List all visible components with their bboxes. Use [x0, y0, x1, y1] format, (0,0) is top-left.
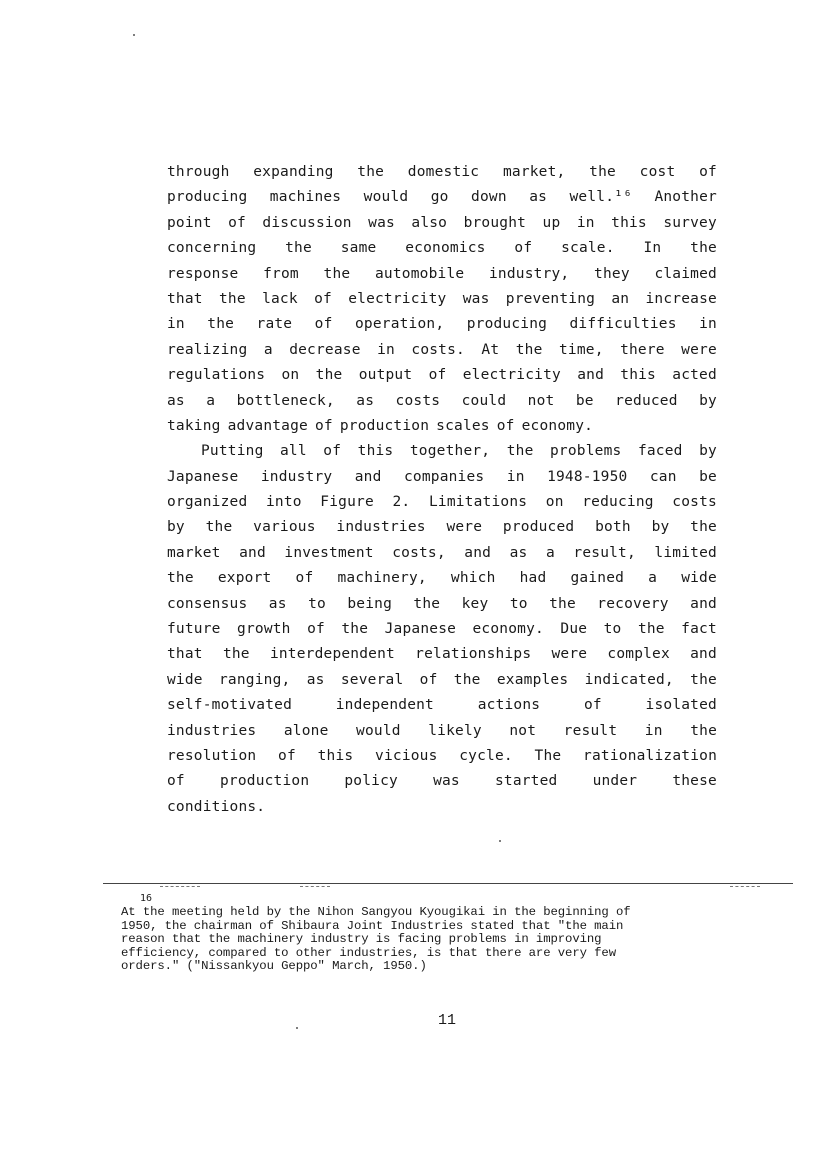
word: Japanese	[384, 621, 457, 638]
scan-speck	[499, 840, 501, 842]
text-line	[167, 389, 717, 414]
word: and	[577, 367, 604, 384]
text-line	[167, 160, 717, 185]
word: a	[545, 544, 555, 561]
word: as	[529, 189, 548, 206]
word: machinery,	[337, 570, 427, 587]
word: reducing	[582, 494, 654, 511]
word: investment	[284, 544, 374, 561]
word: costs	[672, 494, 717, 511]
word: the	[219, 290, 246, 307]
word: of	[583, 697, 602, 714]
word: would	[356, 722, 401, 739]
word: of	[167, 773, 185, 790]
word: problems	[550, 443, 622, 460]
word: on	[281, 367, 300, 384]
word: this	[611, 214, 647, 231]
text-line	[167, 211, 717, 236]
word: were	[681, 341, 717, 358]
word: various	[253, 519, 316, 536]
word: the	[357, 164, 385, 180]
text-line	[167, 541, 717, 566]
word: of	[314, 417, 333, 434]
word: was	[368, 214, 395, 231]
word: of	[314, 316, 333, 333]
text-line	[167, 439, 717, 464]
word: the	[453, 671, 481, 688]
word: through	[167, 164, 230, 180]
word: both	[595, 519, 631, 536]
footnote-line: At the meeting held by the Nihon Sangyou Kyougikai in the beginning of	[121, 905, 631, 919]
word: be	[699, 468, 717, 485]
word: cycle.	[459, 747, 513, 764]
word: they	[594, 265, 630, 282]
word: Limitations	[428, 494, 528, 511]
word: export	[217, 570, 272, 587]
word: Another	[654, 189, 717, 206]
word: faced	[637, 443, 683, 460]
word: of	[228, 214, 246, 231]
word: were	[551, 646, 588, 663]
word: machines	[269, 189, 342, 206]
text-line	[167, 185, 717, 210]
word: wide	[167, 671, 203, 688]
word: the	[315, 367, 343, 384]
word: costs	[395, 392, 441, 409]
word: the	[413, 595, 441, 612]
word: the	[341, 621, 369, 638]
word: In	[643, 240, 662, 257]
word: survey	[663, 214, 717, 231]
text-line	[167, 465, 717, 490]
word: of	[314, 290, 332, 307]
word: same	[340, 240, 377, 257]
page-number: 11	[438, 1012, 457, 1029]
word: alone	[283, 722, 329, 739]
word: actions	[477, 697, 541, 714]
word: several	[340, 671, 404, 688]
word: key	[461, 595, 489, 612]
word: acted	[672, 367, 717, 384]
word: as	[509, 544, 528, 561]
word: produced	[502, 519, 575, 536]
word: the	[690, 240, 717, 257]
word: complex	[607, 646, 670, 663]
word: was	[462, 290, 490, 307]
word: and	[239, 544, 266, 561]
scan-speck	[133, 34, 135, 36]
word: in	[506, 468, 525, 485]
word: by	[167, 519, 185, 536]
word: up	[542, 214, 561, 231]
word: the	[207, 316, 235, 333]
word: expanding	[253, 164, 334, 180]
word: of	[295, 570, 314, 587]
text-line	[167, 490, 717, 515]
word: advantage	[227, 417, 308, 434]
word: Due	[560, 621, 588, 638]
word: and	[354, 468, 382, 485]
word: self-motivated	[167, 697, 293, 714]
word: The	[534, 747, 562, 764]
word: together,	[409, 443, 491, 460]
text-line	[167, 744, 717, 769]
word: and	[464, 544, 492, 561]
word: bottleneck,	[236, 392, 335, 409]
word: consensus	[167, 595, 248, 612]
word: the	[637, 621, 665, 638]
word: that	[167, 646, 203, 663]
word: as	[306, 671, 325, 688]
word: electricity	[348, 290, 447, 307]
word: costs.	[411, 341, 465, 358]
word: would	[363, 189, 409, 206]
word: scale.	[561, 240, 615, 257]
word: the	[285, 240, 312, 257]
word: and	[690, 595, 717, 612]
text-line	[167, 617, 717, 642]
word: in	[377, 341, 395, 358]
word: the	[205, 519, 233, 536]
word: of	[278, 747, 296, 764]
word: as	[167, 392, 185, 409]
word: claimed	[654, 265, 717, 282]
word: on	[545, 494, 564, 511]
text-line	[167, 515, 717, 540]
word: costs,	[392, 544, 446, 561]
word: go	[430, 189, 449, 206]
word: of	[323, 443, 342, 460]
word: scales	[436, 417, 490, 434]
word: electricity	[462, 367, 561, 384]
word: these	[672, 773, 717, 790]
word: concerning	[167, 240, 257, 257]
word: policy	[344, 773, 398, 790]
word: could	[461, 392, 507, 409]
word: to	[509, 595, 528, 612]
word: not	[527, 392, 555, 409]
word: the	[549, 595, 576, 612]
word: operation,	[354, 316, 445, 333]
text-line	[167, 769, 717, 794]
footnote-separator-artifact	[730, 886, 760, 887]
word: under	[592, 773, 638, 790]
word: isolated	[645, 697, 717, 714]
word: gained	[570, 570, 625, 587]
word: the	[690, 722, 717, 739]
word: in	[576, 214, 595, 231]
word: rationalization	[583, 747, 717, 764]
word: in	[644, 722, 663, 739]
word: that	[167, 290, 203, 307]
word: in	[699, 316, 717, 333]
word: in	[167, 316, 185, 333]
word: production	[219, 773, 310, 790]
word: ranging,	[219, 671, 291, 688]
word: industry	[260, 468, 333, 485]
word: the	[222, 646, 250, 663]
footnote-line: 1950, the chairman of Shibaura Joint Industries stated that "the main	[121, 918, 624, 933]
word: growth	[237, 621, 291, 638]
word: of	[496, 417, 515, 434]
word: being	[347, 595, 392, 612]
text-line	[167, 338, 717, 363]
word: realizing	[167, 341, 248, 358]
word: market,	[502, 164, 566, 180]
text-line	[167, 795, 717, 820]
word: production	[339, 417, 430, 434]
word: of	[699, 164, 717, 180]
word: a	[263, 341, 273, 358]
word: time,	[558, 341, 604, 358]
text-line	[167, 363, 717, 388]
word: recovery	[597, 595, 669, 612]
word: indicated,	[584, 671, 674, 688]
word: the	[167, 570, 194, 587]
word: output	[358, 367, 413, 384]
word: relationships	[415, 646, 532, 663]
word: of	[514, 240, 533, 257]
word: taking	[167, 417, 221, 434]
word: economy.	[521, 417, 594, 434]
word: brought	[463, 214, 527, 231]
footnote-marker: 16	[140, 893, 153, 904]
word: down	[471, 189, 507, 206]
footnote-separator	[103, 883, 793, 884]
word: was	[433, 773, 460, 790]
word: future	[167, 621, 221, 638]
footnote-line: reason that the machinery industry is facing problems in improving	[121, 932, 602, 947]
word: likely	[428, 722, 482, 739]
word: economy.	[472, 621, 544, 638]
footnote	[121, 906, 721, 974]
text-line	[167, 236, 717, 261]
word: as	[356, 392, 375, 409]
word: by	[651, 519, 670, 536]
word: examples	[496, 671, 569, 688]
word: by	[699, 392, 717, 409]
word: the	[589, 164, 616, 180]
word: as	[268, 595, 287, 612]
word: of	[419, 671, 438, 688]
word: producing	[167, 189, 248, 206]
word: Japanese	[167, 468, 239, 485]
word: lack	[262, 290, 298, 307]
word: automobile	[375, 265, 465, 282]
word: companies	[403, 468, 485, 485]
word: industries	[336, 519, 426, 536]
footnote-separator-artifact	[300, 886, 330, 887]
word: reduced	[615, 392, 678, 409]
word: the	[515, 341, 543, 358]
word: Putting	[201, 443, 264, 460]
word: regulations	[167, 367, 266, 384]
word: from	[263, 265, 299, 282]
word: domestic	[407, 164, 480, 180]
word: market	[167, 544, 221, 561]
word: there	[620, 341, 665, 358]
word: into	[265, 494, 302, 511]
word: to	[603, 621, 622, 638]
word: a	[206, 392, 216, 409]
word: increase	[645, 290, 717, 307]
footnote-line: orders." ("Nissankyou Geppo" March, 1950.)	[121, 959, 427, 974]
word: a	[648, 570, 658, 587]
word: vicious	[375, 747, 438, 764]
word: to	[308, 595, 326, 612]
word: interdependent	[269, 646, 395, 663]
word: decrease	[289, 341, 361, 358]
word: cost	[639, 164, 676, 180]
word: the	[323, 265, 351, 282]
word: fact	[681, 621, 717, 638]
text-line	[167, 414, 717, 439]
word: industry,	[488, 265, 570, 282]
word: producing	[466, 316, 548, 333]
word: be	[575, 392, 594, 409]
word: discussion	[262, 214, 352, 231]
text-line	[167, 287, 717, 312]
text-line	[167, 592, 717, 617]
word: 1948-1950	[547, 468, 628, 485]
word: At	[481, 341, 500, 358]
word: of	[307, 621, 325, 638]
word: started	[494, 773, 558, 790]
word: an	[611, 290, 630, 307]
text-line	[167, 642, 717, 667]
word: had	[519, 570, 547, 587]
word: point	[167, 214, 212, 231]
word: not	[509, 722, 537, 739]
word: can	[649, 468, 677, 485]
word: and	[690, 646, 717, 663]
footnote-line: efficiency, compared to other industries, is that there are very few	[121, 945, 616, 960]
word: this	[620, 367, 656, 384]
word: this	[357, 443, 394, 460]
word: limited	[654, 544, 717, 561]
word: Figure	[320, 494, 374, 511]
word: the	[506, 443, 534, 460]
word: which	[450, 570, 496, 587]
word: by	[699, 443, 717, 460]
word: also	[411, 214, 448, 231]
word: organized	[167, 494, 248, 511]
word: difficulties	[569, 316, 677, 333]
word: of	[428, 367, 447, 384]
word: economics	[405, 240, 486, 257]
text-line	[167, 312, 717, 337]
word: preventing	[505, 290, 596, 307]
word: all	[280, 443, 307, 460]
scan-speck	[296, 1027, 298, 1029]
word: conditions.	[167, 798, 266, 815]
text-line	[167, 566, 717, 591]
word: resolution	[167, 747, 257, 764]
word: were	[446, 519, 483, 536]
word: independent	[335, 697, 434, 714]
word: well.¹⁶	[569, 189, 633, 206]
word: 2.	[392, 494, 411, 511]
word: result	[563, 722, 618, 739]
text-line	[167, 693, 717, 718]
text-line	[167, 668, 717, 693]
word: industries	[167, 722, 257, 739]
word: the	[690, 519, 717, 536]
body-text	[167, 160, 717, 820]
word: the	[690, 671, 717, 688]
word: wide	[681, 570, 717, 587]
word: rate	[256, 316, 293, 333]
word: result,	[573, 544, 636, 561]
word: this	[317, 747, 354, 764]
word: response	[167, 265, 239, 282]
text-line	[167, 262, 717, 287]
footnote-separator-artifact	[160, 886, 200, 887]
text-line	[167, 719, 717, 744]
